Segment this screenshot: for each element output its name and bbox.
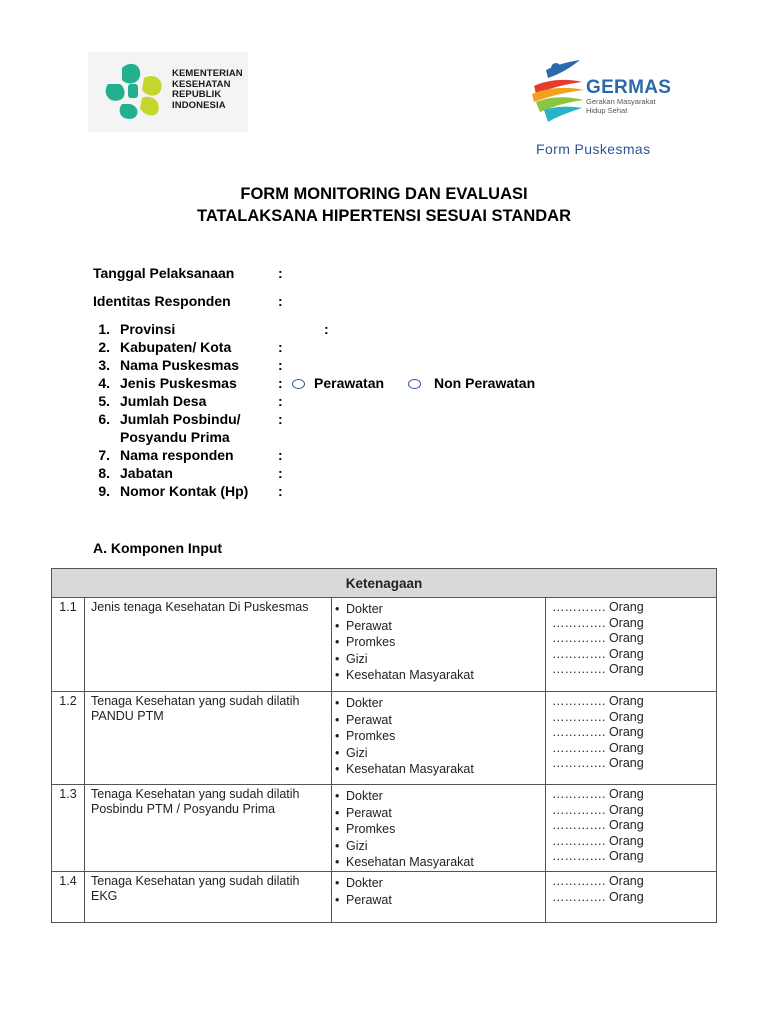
field-label-puskesmas: Nama Puskesmas [120,357,240,373]
identitas-label: Identitas Responden [93,293,231,309]
count-blank[interactable]: …………. Orang [552,787,644,801]
germas-logo [526,56,686,128]
row-description: Tenaga Kesehatan yang sudah dilatih Posbindu PTM / Posyandu Prima [85,785,332,872]
count-blank[interactable]: …………. Orang [552,646,644,661]
row-number: 1.3 [52,785,85,872]
count-blank[interactable]: …………. Orang [552,709,644,724]
perawatan-radio[interactable] [292,379,305,389]
row-description: Tenaga Kesehatan yang sudah dilatih PANDU PTM [85,692,332,785]
category-cell [332,692,546,785]
count-blank[interactable]: …………. Orang [552,694,644,708]
field-colon: : [278,483,283,499]
category-item: • Perawat [335,892,392,907]
category-item: • Kesehatan Masyarakat [335,668,474,683]
kemenkes-text-line: REPUBLIK [172,89,222,100]
row-number: 1.4 [52,872,85,923]
count-cell [546,785,717,872]
count-blank[interactable]: …………. Orang [552,833,644,848]
field-label-desa: Jumlah Desa [120,393,207,409]
count-blank[interactable]: …………. Orang [552,662,644,677]
category-item: • Gizi [335,651,368,666]
field-label-jenis: Jenis Puskesmas [120,375,237,391]
category-item: • Gizi [335,745,368,760]
ketenagaan-table [51,568,717,923]
count-blank[interactable]: …………. Orang [552,802,644,817]
field-label-posyandu: Posyandu Prima [120,429,230,445]
category-item: • Promkes [335,822,396,837]
tanggal-label: Tanggal Pelaksanaan [93,265,235,281]
field-number: 9. [98,483,110,499]
kemenkes-text-line: INDONESIA [172,99,226,111]
category-item: • Kesehatan Masyarakat [335,762,474,777]
row-number: 1.2 [52,692,85,785]
table-header: Ketenagaan [52,569,717,598]
germas-name: GERMAS [586,77,672,98]
kemenkes-text-line: KEMENTERIAN [172,68,243,79]
field-number: 7. [98,447,110,463]
category-item: • Perawat [335,712,392,727]
table-row [52,598,717,692]
count-cell [546,872,717,923]
field-colon: : [278,375,283,391]
field-label-provinsi: Provinsi [120,321,176,337]
perawatan-label: Perawatan [314,375,385,391]
table-row [52,872,717,923]
field-number: 1. [98,321,110,337]
category-cell [332,872,546,923]
category-item: • Perawat [335,618,392,633]
kemenkes-logo [88,52,248,132]
count-blank[interactable]: …………. Orang [552,600,644,614]
form-title-line-1: FORM MONITORING DAN EVALUASI [240,185,528,203]
field-label-jabatan: Jabatan [120,465,173,481]
germas-emblem-icon [526,56,586,128]
category-item: • Promkes [335,635,396,650]
field-colon: : [278,411,283,427]
identitas-colon: : [278,293,283,309]
row-description: Tenaga Kesehatan yang sudah dilatih EKG [85,872,332,923]
non-perawatan-radio[interactable] [408,379,421,389]
field-colon: : [278,393,283,409]
kemenkes-emblem-icon [100,60,170,124]
count-cell [546,598,717,692]
field-number: 6. [98,411,110,427]
category-item: • Kesehatan Masyarakat [335,855,474,870]
count-blank[interactable]: …………. Orang [552,631,644,646]
row-description: Jenis tenaga Kesehatan Di Puskesmas [85,598,332,692]
field-colon: : [278,357,283,373]
category-item: • Dokter [335,602,383,616]
category-item: • Gizi [335,838,368,853]
count-blank[interactable]: …………. Orang [552,849,644,864]
count-blank[interactable]: …………. Orang [552,818,644,833]
table-row [52,785,717,872]
count-blank[interactable]: …………. Orang [552,756,644,771]
count-blank[interactable]: …………. Orang [552,615,644,630]
field-colon: : [324,321,329,337]
form-type-label: Form Puskesmas [536,141,651,157]
kemenkes-text-line: KESEHATAN [172,78,231,90]
count-blank[interactable]: …………. Orang [552,889,644,904]
category-item: • Perawat [335,805,392,820]
category-item: • Dokter [335,789,383,803]
field-label-posbindu: Jumlah Posbindu/ [120,411,241,427]
non-perawatan-label: Non Perawatan [434,375,536,391]
field-number: 8. [98,465,110,481]
section-heading: A. Komponen Input [93,540,223,556]
field-number: 3. [98,357,110,373]
category-cell [332,598,546,692]
tanggal-colon: : [278,265,283,281]
category-cell [332,785,546,872]
field-number: 5. [98,393,110,409]
germas-sub-line: Gerakan Masyarakat [586,97,656,106]
count-cell [546,692,717,785]
category-item: • Promkes [335,729,396,744]
field-label-kontak: Nomor Kontak (Hp) [120,483,249,499]
field-number: 4. [98,375,110,391]
form-title-line-2: TATALAKSANA HIPERTENSI SESUAI STANDAR [196,207,571,225]
count-blank[interactable]: …………. Orang [552,874,644,888]
field-colon: : [278,465,283,481]
count-blank[interactable]: …………. Orang [552,740,644,755]
germas-sub-line: Hidup Sehat [586,105,628,115]
category-item: • Dokter [335,696,383,710]
field-label-kabupaten: Kabupaten/ Kota [120,339,232,355]
field-label-responden: Nama responden [120,447,234,463]
count-blank[interactable]: …………. Orang [552,725,644,740]
table-row [52,692,717,785]
field-colon: : [278,339,283,355]
field-colon: : [278,447,283,463]
category-item: • Dokter [335,876,383,890]
row-number: 1.1 [52,598,85,692]
field-number: 2. [98,339,110,355]
